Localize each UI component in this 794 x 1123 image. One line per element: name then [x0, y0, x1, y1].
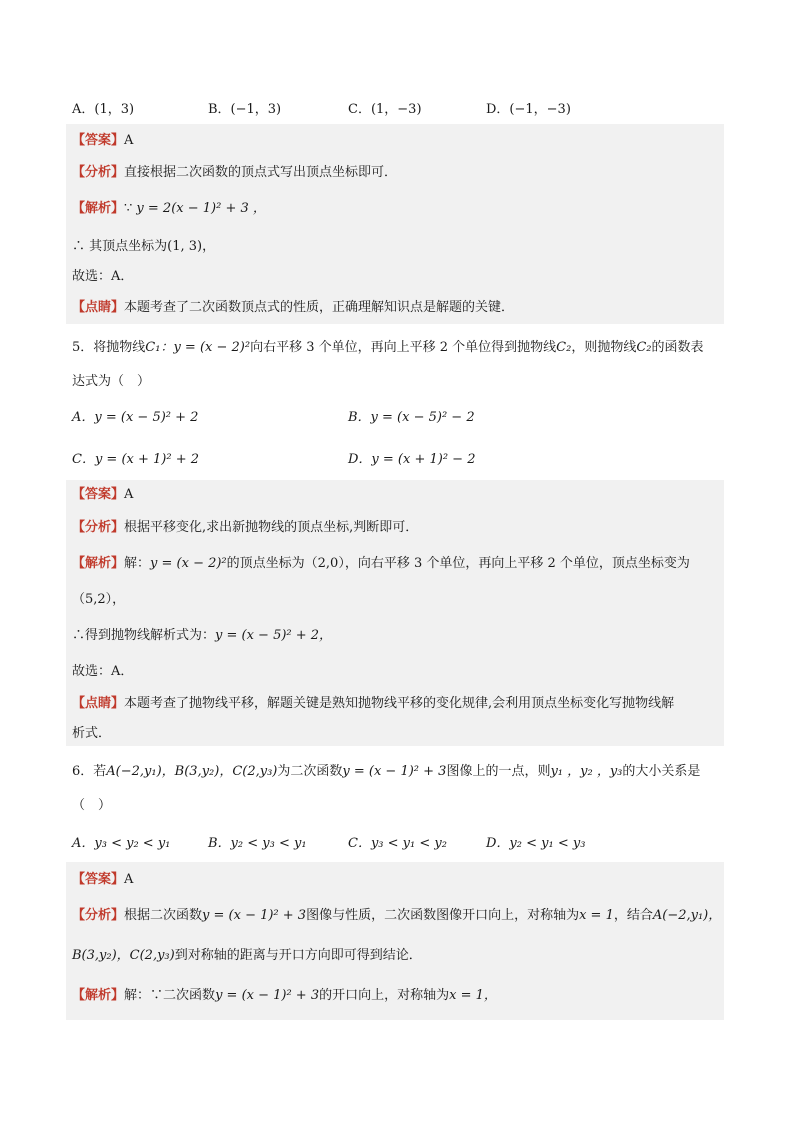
q5-solution-line3: ∴得到抛物线解析式为：y = (x − 5)² + 2，	[72, 628, 333, 643]
q4-option-b: B．(−1，3)	[208, 102, 282, 117]
q5-option-b: B．y = (x − 5)² − 2	[348, 410, 475, 425]
q5-option-d: D．y = (x + 1)² − 2	[348, 452, 476, 467]
q4-solution: 【解析】∵ y = 2(x − 1)² + 3 ，	[72, 201, 266, 216]
q5-comment-line2: 析式．	[72, 726, 112, 741]
q6-option-c: C．y₃ < y₁ < y₂	[348, 836, 447, 851]
q5-choice-line: 故选：A．	[72, 664, 134, 679]
q5-stem: 5．将抛物线C₁：y = (x − 2)²向右平移 3 个单位，再向上平移 2 个单位得到抛物线C₂，则抛物线C₂的函数表	[72, 340, 704, 355]
q6-option-d: D．y₂ < y₁ < y₃	[486, 836, 586, 851]
q5-answer: 【答案】A	[72, 487, 134, 502]
q6-stem: 6．若A(−2,y₁)，B(3,y₂)，C(2,y₃)为二次函数y = (x − 1)² + 3图像上的一点，则y₁ ，y₂ ，y₃的大小关系是	[72, 764, 701, 779]
q6-stem-line2: （ ）	[72, 798, 112, 813]
q5-option-c: C．y = (x + 1)² + 2	[72, 452, 199, 467]
q4-explanation-block	[66, 124, 724, 324]
q4-option-d: D．(−1，−3)	[486, 102, 571, 117]
q5-comment: 【点睛】本题考查了抛物线平移，解题关键是熟知抛物线平移的变化规律,会利用顶点坐标变化写抛物线解	[72, 696, 675, 711]
q4-comment: 【点睛】本题考查了二次函数顶点式的性质，正确理解知识点是解题的关键．	[72, 300, 515, 315]
q6-analysis-line2: B(3,y₂)，C(2,y₃)到对称轴的距离与开口方向即可得到结论．	[72, 948, 422, 963]
q4-option-c: C．(1，−3)	[348, 102, 422, 117]
q6-answer: 【答案】A	[72, 872, 134, 887]
q5-solution: 【解析】解：y = (x − 2)²的顶点坐标为（2,0），向右平移 3 个单位，再向上平移 2 个单位，顶点坐标变为	[72, 556, 690, 571]
q6-analysis: 【分析】根据二次函数y = (x − 1)² + 3图像与性质，二次函数图像开口向上，对称轴为x = 1，结合A(−2,y₁)，	[72, 908, 722, 923]
q6-solution: 【解析】解：∵二次函数y = (x − 1)² + 3的开口向上，对称轴为x = 1，	[72, 988, 497, 1003]
q4-analysis: 【分析】直接根据二次函数的顶点式写出顶点坐标即可．	[72, 165, 398, 180]
q6-option-b: B．y₂ < y₃ < y₁	[208, 836, 307, 851]
q5-solution-line2: （5,2），	[72, 592, 126, 607]
q5-option-a: A．y = (x − 5)² + 2	[72, 410, 199, 425]
q4-vertex-line: ∴ 其顶点坐标为(1, 3)，	[72, 239, 216, 254]
q4-choice-line: 故选：A．	[72, 269, 134, 284]
q5-analysis: 【分析】根据平移变化,求出新抛物线的顶点坐标,判断即可．	[72, 520, 419, 535]
q4-answer: 【答案】A	[72, 133, 134, 148]
q4-option-a: A．(1，3)	[72, 102, 135, 117]
q5-stem-line2: 达式为（ ）	[72, 374, 151, 389]
q6-option-a: A．y₃ < y₂ < y₁	[72, 836, 171, 851]
